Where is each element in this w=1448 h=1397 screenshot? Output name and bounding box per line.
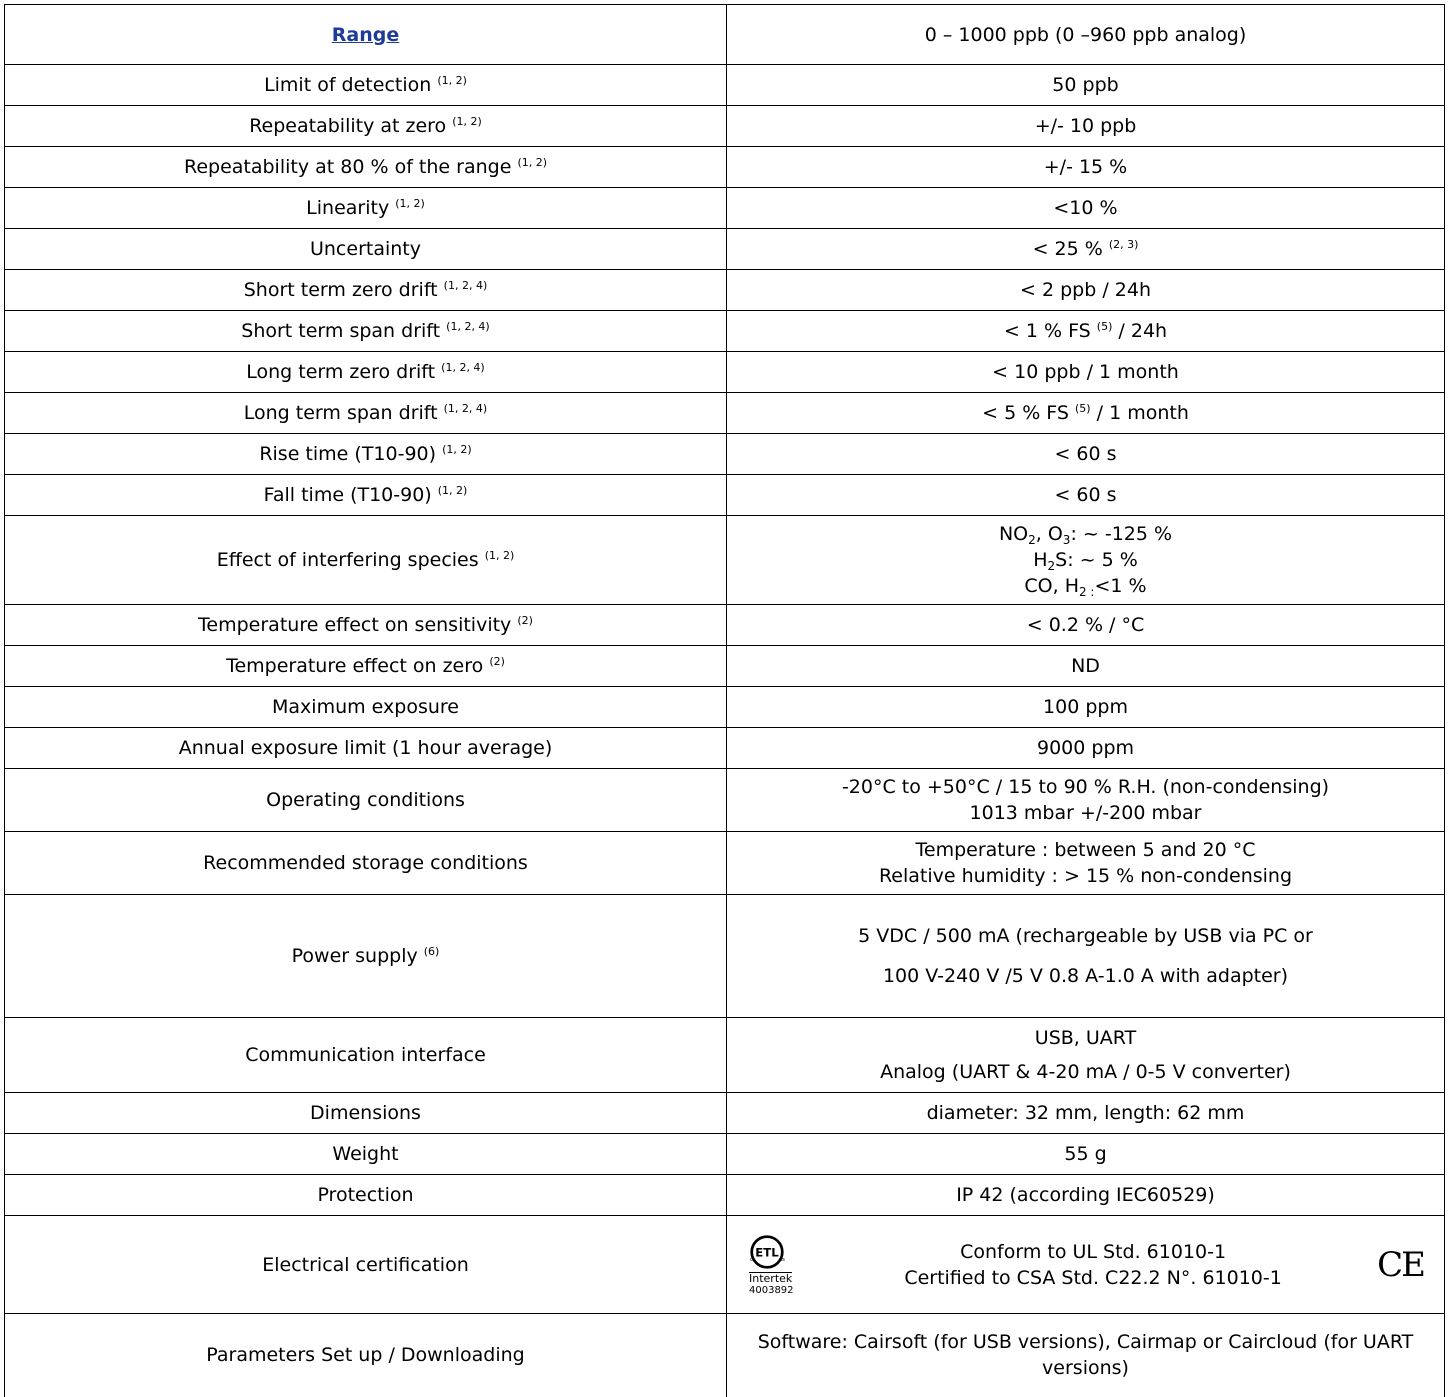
spec-row-repeatability-zero [5, 106, 1445, 147]
spec-row-annual-exposure [5, 728, 1445, 769]
footnote-ref: (1, 2) [517, 156, 548, 169]
spec-row-interfering-species [5, 516, 1445, 605]
value-line: 1013 mbar +/-200 mbar [969, 802, 1202, 824]
etl-number-text: 4003892 [749, 1284, 794, 1296]
label-text: Effect of interfering species [216, 549, 479, 571]
spec-row-range [5, 5, 1445, 65]
spec-label [5, 270, 727, 311]
spec-row-parameters [5, 1314, 1445, 1397]
spec-row-storage [5, 832, 1445, 895]
interference-line: $NO_2$, $O_3$: ~ -125 % [998, 523, 1173, 547]
spec-row-short-term-span [5, 311, 1445, 352]
value-text: / 24h [1118, 320, 1168, 342]
value-line: Analog (UART & 4-20 mA / 0-5 V converter) [880, 1061, 1291, 1083]
value-line: 100 V-240 V /5 V 0.8 A-1.0 A with adapter) [882, 965, 1289, 987]
spec-label [5, 475, 727, 516]
spec-row-long-term-zero [5, 352, 1445, 393]
specifications-table [4, 4, 1445, 1397]
footnote-ref: (1, 2, 4) [446, 320, 490, 333]
value-text: / 1 month [1096, 402, 1189, 424]
spec-label [5, 352, 727, 393]
footnote-ref: (2) [517, 614, 533, 627]
label-text: Limit of detection [264, 74, 432, 96]
footnote-ref: (5) [1096, 320, 1113, 333]
spec-value: < 60 s [727, 434, 1445, 475]
spec-label [5, 393, 727, 434]
label-text: Temperature effect on zero [226, 655, 484, 677]
spec-label: Electrical certification [5, 1216, 727, 1314]
spec-row-weight [5, 1134, 1445, 1175]
spec-value: 0 – 1000 ppb (0 –960 ppb analog) [727, 5, 1445, 65]
spec-value [727, 229, 1445, 270]
value-line: USB, UART [1034, 1027, 1137, 1049]
svg-text:ETL: ETL [755, 1245, 779, 1259]
spec-row-protection [5, 1175, 1445, 1216]
spec-value: +/- 15 % [727, 147, 1445, 188]
etl-icon [749, 1234, 785, 1270]
spec-value: 9000 ppm [727, 728, 1445, 769]
footnote-ref: (1, 2) [484, 549, 515, 562]
spec-row-repeatability-80 [5, 147, 1445, 188]
spec-label: Maximum exposure [5, 687, 727, 728]
spec-label: Operating conditions [5, 769, 727, 832]
spec-label [5, 895, 727, 1018]
spec-row-communication [5, 1018, 1445, 1093]
value-line: 5 VDC / 500 mA (rechargeable by USB via PC or [858, 925, 1313, 947]
value-line: versions) [1042, 1357, 1129, 1380]
spec-value: +/- 10 ppb [727, 106, 1445, 147]
footnote-ref: (1, 2) [437, 484, 468, 497]
footnote-ref: (5) [1075, 402, 1091, 415]
spec-row-linearity [5, 188, 1445, 229]
spec-value: < 10 ppb / 1 month [727, 352, 1445, 393]
spec-value [727, 832, 1445, 895]
spec-value [727, 895, 1445, 1018]
spec-value: <10 % [727, 188, 1445, 229]
spec-row-lod [5, 65, 1445, 106]
spec-row-certification [5, 1216, 1445, 1314]
spec-value: < 0.2 % / °C [727, 605, 1445, 646]
spec-value [727, 1018, 1445, 1093]
label-text: Repeatability at 80 % of the range [183, 156, 512, 178]
spec-row-power [5, 895, 1445, 1018]
spec-value: ND [727, 646, 1445, 687]
label-text: Short term span drift [241, 320, 441, 342]
spec-row-short-term-zero [5, 270, 1445, 311]
footnote-ref: (1, 2, 4) [441, 361, 485, 374]
label-text: Long term zero drift [246, 361, 436, 383]
value-line: Conform to UL Std. 61010-1 [960, 1240, 1227, 1263]
spec-label: Parameters Set up / Downloading [5, 1314, 727, 1397]
spec-value: IP 42 (according IEC60529) [727, 1175, 1445, 1216]
spec-label: Dimensions [5, 1093, 727, 1134]
footnote-ref: (1, 2) [442, 443, 472, 456]
value-line: Certified to CSA Std. C22.2 N°. 61010-1 [904, 1266, 1282, 1289]
etl-intertek-logo [749, 1234, 809, 1296]
footnote-ref: (1, 2) [395, 197, 425, 210]
value-text: < 25 % [1032, 238, 1103, 260]
spec-row-dimensions [5, 1093, 1445, 1134]
label-text: Repeatability at zero [249, 115, 447, 137]
spec-row-operating [5, 769, 1445, 832]
spec-row-max-exposure [5, 687, 1445, 728]
spec-value [727, 516, 1445, 605]
label-text: Fall time (T10-90) [263, 484, 432, 506]
spec-label [5, 5, 727, 65]
spec-label [5, 605, 727, 646]
label-text: Long term span drift [243, 402, 438, 424]
spec-label: Recommended storage conditions [5, 832, 727, 895]
label-text: Short term zero drift [243, 279, 438, 301]
label-text: Temperature effect on sensitivity [198, 614, 512, 636]
spec-value [727, 1216, 1445, 1314]
value-line: Temperature : between 5 and 20 °C [915, 839, 1256, 861]
spec-row-rise-time [5, 434, 1445, 475]
spec-row-temp-sensitivity [5, 605, 1445, 646]
spec-value [727, 769, 1445, 832]
spec-value [727, 311, 1445, 352]
label-text: Rise time (T10-90) [259, 443, 437, 465]
range-link[interactable]: Range [331, 23, 400, 46]
etl-brand-text: Intertek [749, 1271, 793, 1285]
spec-label: Annual exposure limit (1 hour average) [5, 728, 727, 769]
spec-label [5, 311, 727, 352]
footnote-ref: (1, 2) [452, 115, 482, 128]
spec-row-fall-time [5, 475, 1445, 516]
spec-row-uncertainty [5, 229, 1445, 270]
label-text: Linearity [306, 197, 390, 219]
footnote-ref: (2) [489, 655, 505, 668]
spec-label: Weight [5, 1134, 727, 1175]
footnote-ref: (1, 2) [437, 74, 467, 87]
spec-value: 100 ppm [727, 687, 1445, 728]
ce-mark-icon: CE [1377, 1244, 1424, 1285]
footnote-ref: (2, 3) [1108, 238, 1139, 251]
spec-row-temp-zero [5, 646, 1445, 687]
footnote-ref: (6) [423, 945, 440, 958]
spec-label [5, 147, 727, 188]
interference-line: CO, $H_{2 :}<1$ % [1024, 575, 1147, 599]
spec-value: 50 ppb [727, 65, 1445, 106]
footnote-ref: (1, 2, 4) [443, 279, 488, 292]
spec-value [727, 1314, 1445, 1397]
svg-text:c: c [749, 1256, 753, 1263]
label-text: Power supply [291, 945, 418, 967]
spec-label [5, 188, 727, 229]
value-line: -20°C to +50°C / 15 to 90 % R.H. (non-condensing) [841, 776, 1330, 798]
spec-label [5, 106, 727, 147]
spec-label [5, 646, 727, 687]
spec-label [5, 434, 727, 475]
spec-value [727, 393, 1445, 434]
svg-text:us: us [778, 1256, 785, 1263]
spec-label: Protection [5, 1175, 727, 1216]
interference-line: $H_2S$: ~ 5 % [1033, 549, 1138, 573]
footnote-ref: (1, 2, 4) [443, 402, 488, 415]
spec-label [5, 65, 727, 106]
spec-label: Communication interface [5, 1018, 727, 1093]
spec-label [5, 516, 727, 605]
spec-value: diameter: 32 mm, length: 62 mm [727, 1093, 1445, 1134]
spec-row-long-term-span [5, 393, 1445, 434]
value-text: < 5 % FS [982, 402, 1069, 424]
certification-text [809, 1239, 1377, 1291]
spec-label: Uncertainty [5, 229, 727, 270]
spec-value: < 2 ppb / 24h [727, 270, 1445, 311]
spec-value: < 60 s [727, 475, 1445, 516]
value-line: Relative humidity : > 15 % non-condensing [878, 865, 1293, 887]
value-line: Software: Cairsoft (for USB versions), Cairmap or Caircloud (for UART [757, 1331, 1414, 1354]
spec-value: 55 g [727, 1134, 1445, 1175]
value-text: < 1 % FS [1003, 320, 1091, 342]
certification-block [733, 1234, 1438, 1296]
